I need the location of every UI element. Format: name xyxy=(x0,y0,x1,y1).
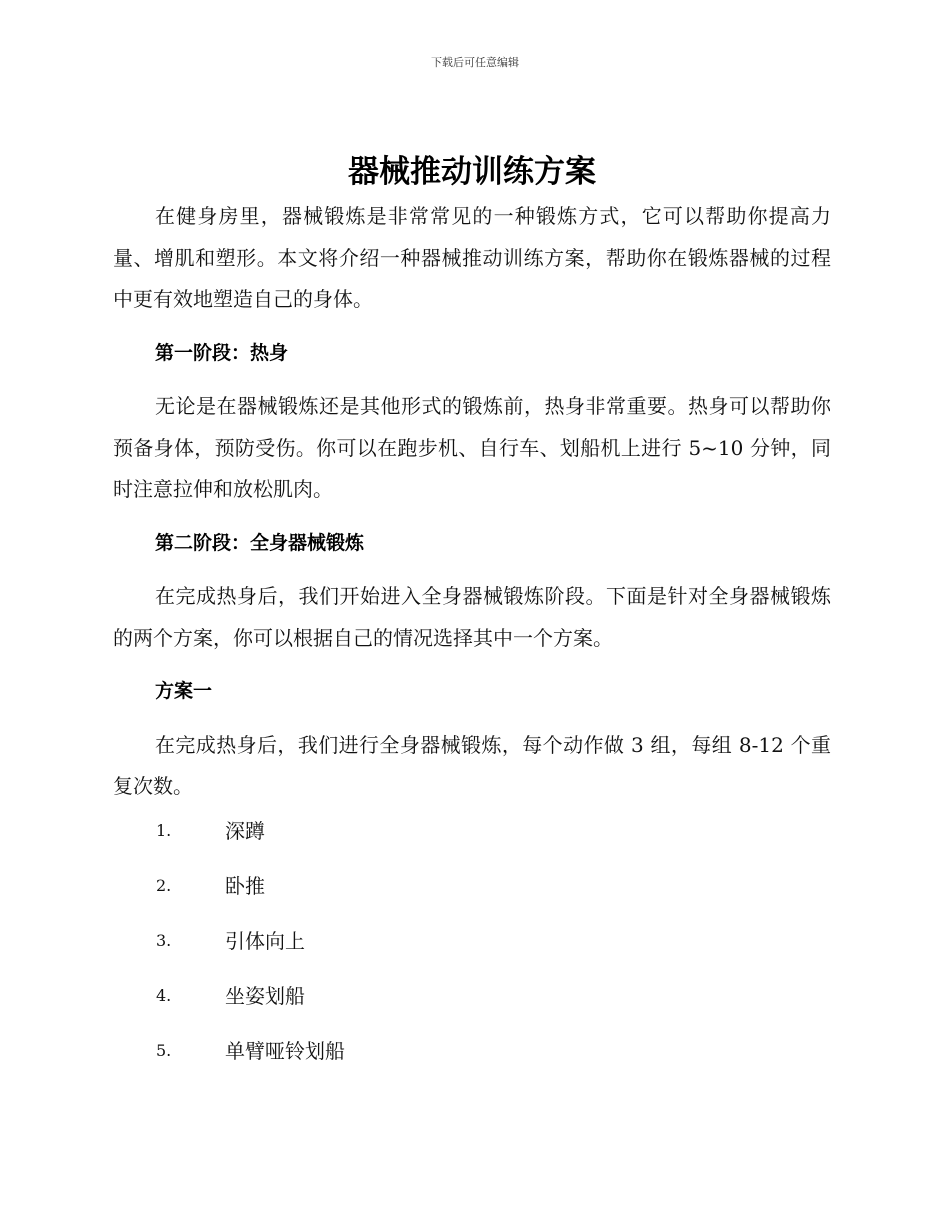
list-item-number: 4. xyxy=(156,985,172,1005)
plan1-heading: 方案一 xyxy=(155,680,213,702)
header-note: 下载后可任意编辑 xyxy=(431,56,519,69)
page-title: 器械推动训练方案 xyxy=(348,154,596,190)
list-item xyxy=(113,816,831,871)
list-item-number: 5. xyxy=(156,1040,172,1060)
list-item xyxy=(113,926,831,981)
exercise-list xyxy=(113,816,831,1091)
list-item xyxy=(113,981,831,1036)
document-body xyxy=(113,148,831,1091)
stage1-heading: 第一阶段：热身 xyxy=(155,341,289,364)
intro-paragraph: 在健身房里，器械锻炼是非常常见的一种锻炼方式，它可以帮助你提高力量、增肌和塑形。本文将介绍一种器械推动训练方案，帮助你在锻炼器械的过程中更有效地塑造自己的身体。 xyxy=(113,204,831,311)
list-item-label: 卧推 xyxy=(225,873,265,898)
list-item xyxy=(113,1036,831,1091)
list-item xyxy=(113,871,831,926)
list-item-label: 单臂哑铃划船 xyxy=(225,1038,345,1063)
stage1-paragraph: 无论是在器械锻炼还是其他形式的锻炼前，热身非常重要。热身可以帮助你预备身体，预防受伤。你可以在跑步机、自行车、划船机上进行 5~10 分钟，同时注意拉伸和放松肌肉。 xyxy=(113,394,831,501)
list-item-number: 2. xyxy=(156,875,172,895)
stage2-heading: 第二阶段：全身器械锻炼 xyxy=(155,531,365,554)
list-item-label: 深蹲 xyxy=(225,818,265,843)
list-item-number: 1. xyxy=(156,820,172,840)
list-item-number: 3. xyxy=(156,930,172,950)
list-item-label: 坐姿划船 xyxy=(225,983,305,1008)
stage2-paragraph: 在完成热身后，我们开始进入全身器械锻炼阶段。下面是针对全身器械锻炼的两个方案，你可以根据自己的情况选择其中一个方案。 xyxy=(113,584,831,650)
list-item-label: 引体向上 xyxy=(225,928,305,953)
plan1-paragraph: 在完成热身后，我们进行全身器械锻炼，每个动作做 3 组，每组 8-12 个重复次数。 xyxy=(113,732,831,798)
